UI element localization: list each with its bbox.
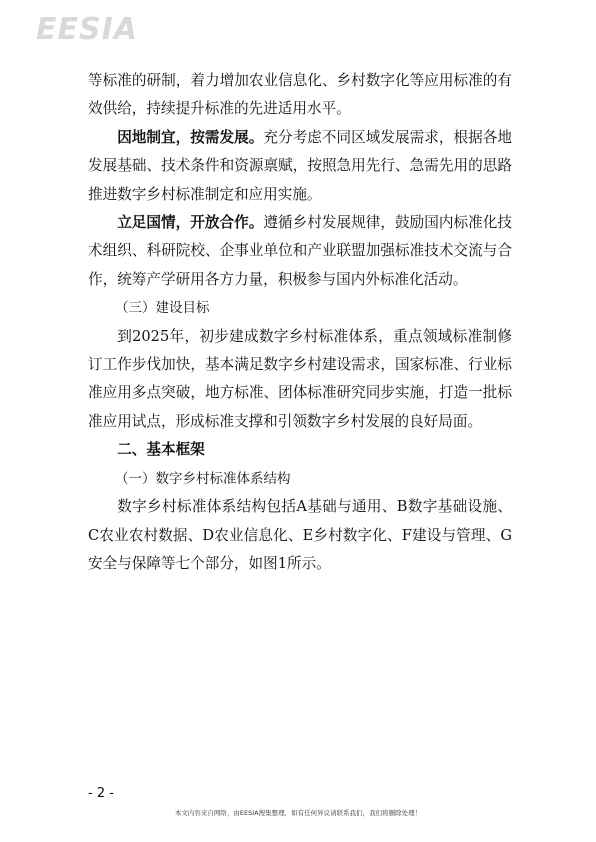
principle-heading-local: 因地制宜，按需发展。	[117, 128, 264, 146]
paragraph-local-conditions	[88, 124, 512, 209]
principle-text-national: 遵循乡村发展规律，鼓励国内标准化技术组织、科研院校、企事业单位和产业联盟加强标准技术交流与合作，统筹产学研用各方力量，积极参与国内外标准化活动。	[88, 214, 512, 288]
principle-heading-national: 立足国情，开放合作。	[117, 214, 264, 232]
footer-disclaimer: 本文内容来自网络，由EESIA搜集整理，如有任何异议请联系我们，我们将删除处理！	[174, 809, 422, 817]
document-body	[88, 67, 512, 578]
paragraph-standards-development: 等标准的研制，着力增加农业信息化、乡村数字化等应用标准的有效供给，持续提升标准的先进适用水平。	[88, 72, 512, 118]
subsection-heading-structure: （一）数字乡村标准体系结构	[115, 470, 291, 487]
paragraph-structure: 数字乡村标准体系结构包括A基础与通用、B数字基础设施、C农业农村数据、D农业信息化、E乡村数字化、F建设与管理、G安全与保障等七个部分，如图1所示。	[88, 498, 512, 572]
paragraph-2025-goals: 到2025年，初步建成数字乡村标准体系，重点领域标准制修订工作步伐加快，基本满足数字乡村建设需求，国家标准、行业标准应用多点突破，地方标准、团体标准研究同步实施，打造一批标准应用试点，形成标准支撑和引领数字乡村发展的良好局面。	[88, 327, 512, 430]
section-heading-framework: 二、基本框架	[117, 441, 205, 459]
paragraph-national-conditions	[88, 209, 512, 294]
subsection-heading-goals: （三）建设目标	[115, 300, 210, 317]
eesia-logo: EESIA	[36, 12, 138, 47]
principle-text-local: 充分考虑不同区域发展需求，根据各地发展基础、技术条件和资源禀赋，按照急用先行、急需先用的思路推进数字乡村标准制定和应用实施。	[88, 128, 512, 203]
page-number: - 2 -	[88, 786, 114, 801]
